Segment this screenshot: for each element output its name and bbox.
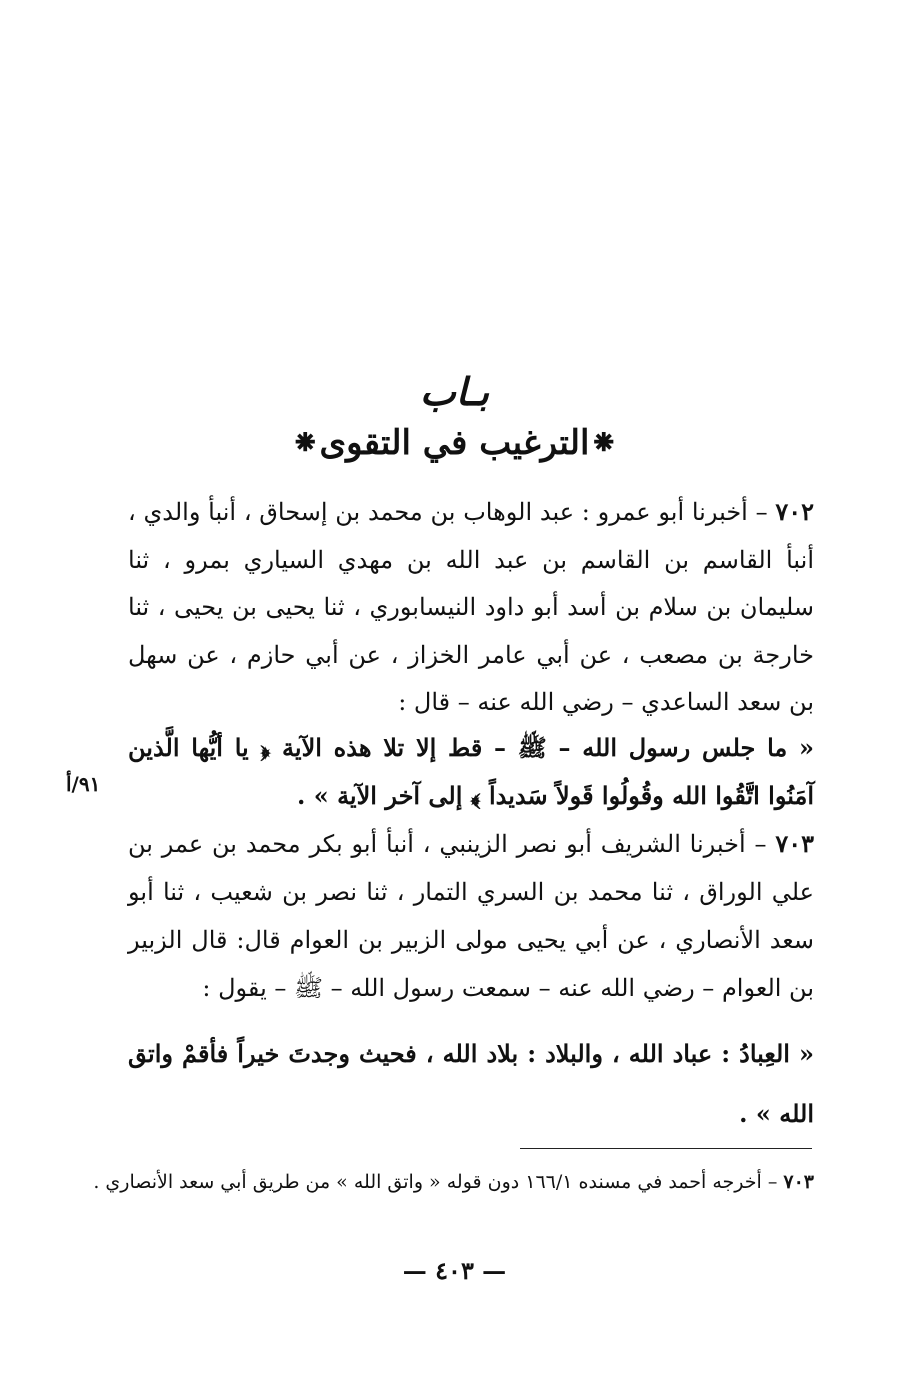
hadith-702-quote: « ما جلس رسول الله – ﷺ – قط إلا تلا هذه الآية ﴿ يا أيُّها الَّذين آمَنُوا اتَّقُوا الله وقُولُوا قَولاً سَديداً ﴾ إلى آخر الآية » .: [128, 733, 814, 810]
hadith-702-number: ٧٠٢: [775, 497, 814, 526]
manuscript-folio-reference: ٩١/أ: [66, 772, 101, 796]
chapter-label: بـاب: [419, 369, 490, 414]
footnote: [66, 1158, 814, 1206]
hadith-703-quote: « العِبادُ : عباد الله ، والبلاد : بلاد الله ، فحيث وجدتَ خيراً فأقمْ واتق الله » .: [128, 1039, 814, 1128]
footnote-number: ٧٠٣: [783, 1171, 814, 1193]
hadith-703-number: ٧٠٣: [775, 829, 814, 858]
hadith-703-text: – أخبرنا الشريف أبو نصر الزينبي ، أنبأ أبو بكر محمد بن عمر بن علي الوراق ، ثنا محمد بن السري التمار ، ثنا نصر بن شعيب ، ثنا أبو سعد الأنصاري ، عن أبي يحيى مولى الزبير بن العوام قال: قال الزبير بن العوام – رضي الله عنه – سمعت رسول الله – ﷺ – يقول :: [128, 830, 814, 1002]
hadith-703-paragraph: [128, 820, 814, 1012]
hadith-702-paragraph: [128, 488, 814, 727]
footnote-divider: [520, 1148, 812, 1149]
page-number: — ٤٠٣ —: [402, 1256, 507, 1285]
chapter-title: ⁕الترغيب في التقوى⁕: [291, 423, 618, 463]
hadith-702-text: – أخبرنا أبو عمرو : عبد الوهاب بن محمد بن إسحاق ، أنبأ والدي ، أنبأ القاسم بن القاسم بن عبد الله بن مهدي السياري بمرو ، ثنا سليمان بن سلام بن أسد أبو داود النيسابوري ، ثنا يحيى بن يحيى ، ثنا خارجة بن مصعب ، عن أبي عامر الخزاز ، عن أبي حازم ، عن سهل بن سعد الساعدي – رضي الله عنه – قال :: [128, 498, 814, 716]
footnote-text: – أخرجه أحمد في مسنده ١٦٦/١ دون قوله « واتق الله » من طريق أبي سعد الأنصاري .: [93, 1171, 784, 1193]
